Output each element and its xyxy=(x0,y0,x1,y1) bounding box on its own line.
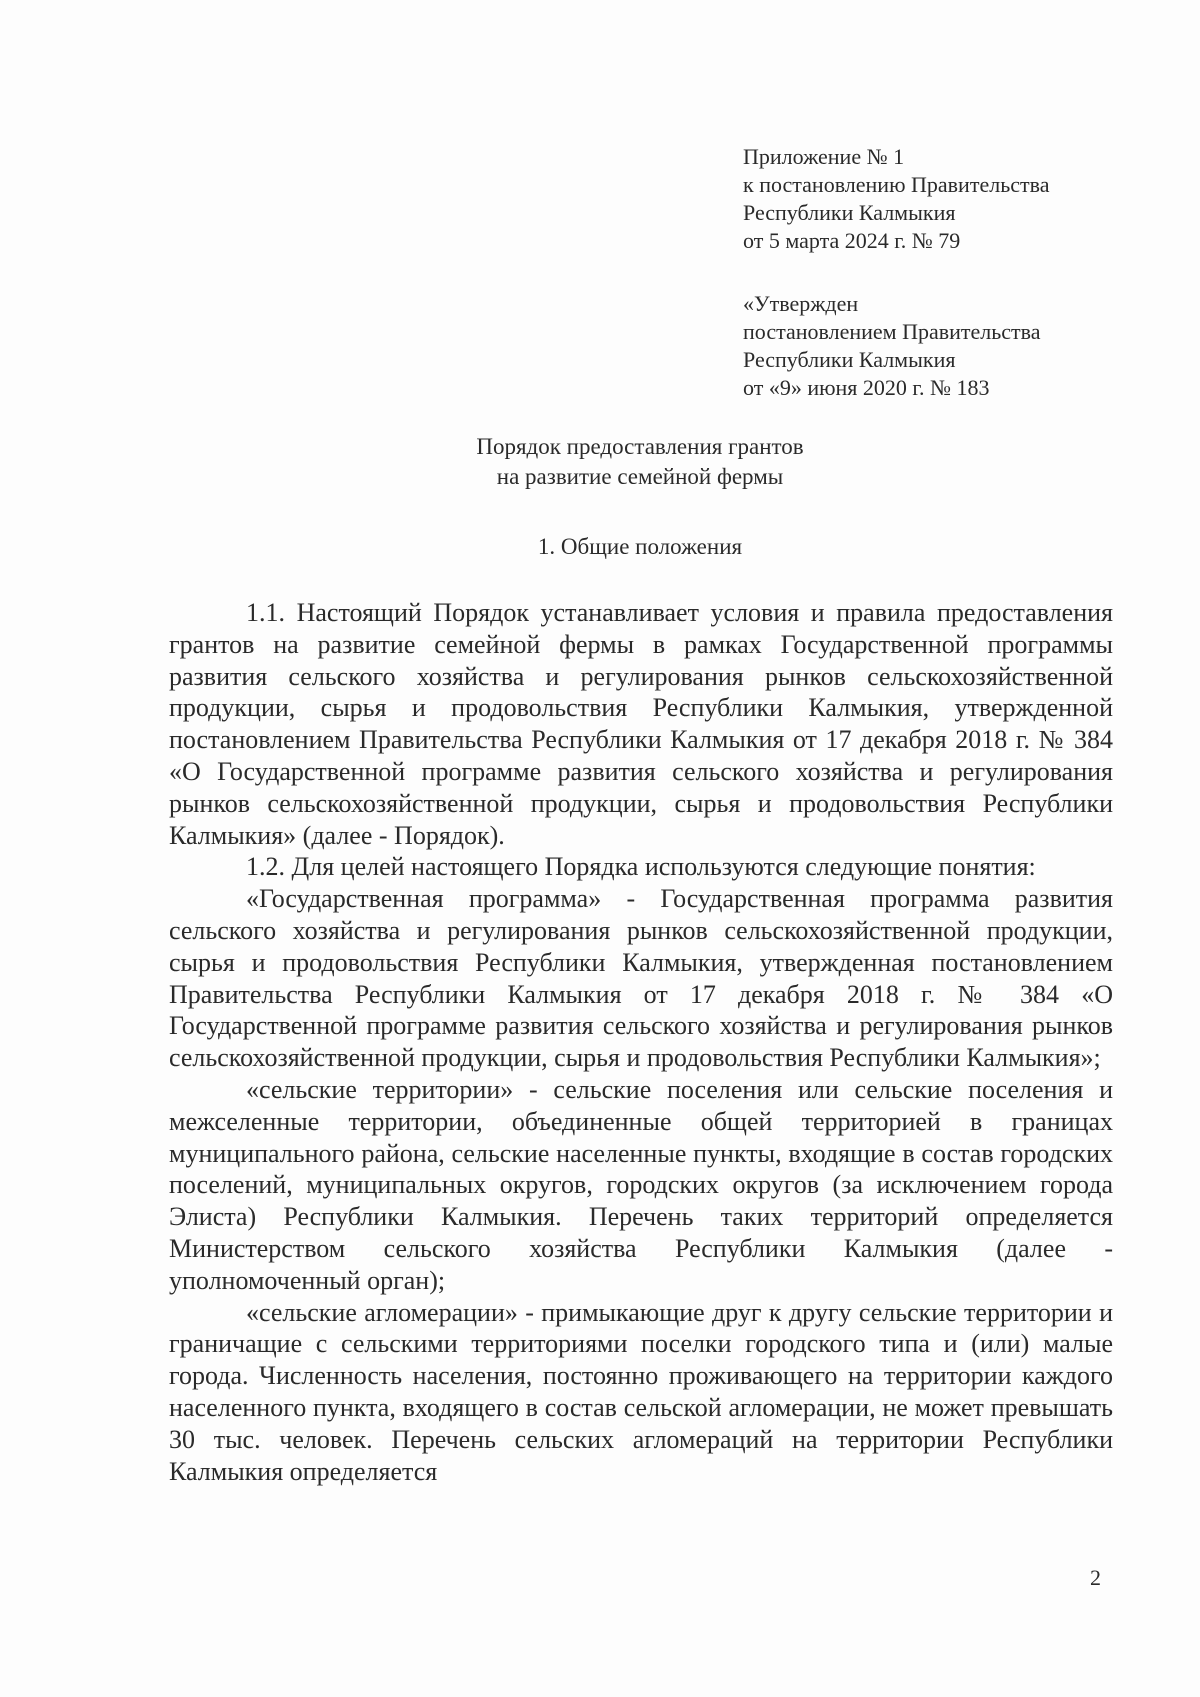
paragraph: «Государственная программа» - Государственная программа развития сельского хозяйства и регулирования рынков сельскохозяйственной продукции, сырья и продовольствия Республики Калмыкия, утвержденная постановлением Правительства Республики Калмыкия от 17 декабря 2018 г. № 384 «О Государственной программе развития сельского хозяйства и регулирования рынков сельскохозяйственной продукции, сырья и продовольствия Республики Калмыкия»; xyxy=(169,884,1113,1073)
document-body xyxy=(169,597,1113,1487)
paragraph: 1.1. Настоящий Порядок устанавливает условия и правила предоставления грантов на развитие семейной фермы в рамках Государственной программы развития сельского хозяйства и регулирования рынков сельскохозяйственной продукции, сырья и продовольствия Республики Калмыкия, утвержденной постановлением Правительства Республики Калмыкия от 17 декабря 2018 г. № 384 «О Государственной программе развития сельского хозяйства и регулирования рынков сельскохозяйственной продукции, сырья и продовольствия Республики Калмыкия» (далее - Порядок). xyxy=(169,598,1113,850)
appendix-line: Республики Калмыкия xyxy=(743,200,956,225)
approval-line: Республики Калмыкия xyxy=(743,347,956,372)
page-number: 2 xyxy=(1090,1565,1101,1590)
paragraph: 1.2. Для целей настоящего Порядка используются следующие понятия: xyxy=(246,852,1036,882)
appendix-line: к постановлению Правительства xyxy=(743,172,1050,197)
approval-line: от «9» июня 2020 г. № 183 xyxy=(743,375,990,400)
document-title xyxy=(300,432,980,492)
approval-line: постановлением Правительства xyxy=(743,319,1041,344)
title-line: Порядок предоставления грантов xyxy=(476,434,804,459)
appendix-line: от 5 марта 2024 г. № 79 xyxy=(743,228,961,253)
appendix-header xyxy=(743,143,1049,255)
paragraph: «сельские территории» - сельские поселения или сельские поселения и межселенные территории, объединенные общей территорией в границах муниципального района, сельские населенные пункты, входящие в состав городских поселений, муниципальных округов, городских округов (за исключением города Элиста) Республики Калмыкия. Перечень таких территорий определяется Министерством сельского хозяйства Республики Калмыкия (далее - уполномоченный орган); xyxy=(169,1074,1113,1295)
paragraph: «сельские агломерации» - примыкающие друг к другу сельские территории и граничащие с сельскими территориями поселки городского типа и (или) малые города. Численность населения, постоянно проживающего на территории каждого населенного пункта, входящего в состав сельской агломерации, не может превышать 30 тыс. человек. Перечень сельских агломераций на территории Республики Калмыкия определяется xyxy=(169,1297,1113,1486)
section-heading: 1. Общие положения xyxy=(537,534,743,559)
title-line: на развитие семейной фермы xyxy=(496,464,784,489)
approval-stamp-text xyxy=(743,290,1041,402)
approval-line: «Утвержден xyxy=(743,291,859,316)
appendix-line: Приложение № 1 xyxy=(743,144,905,169)
